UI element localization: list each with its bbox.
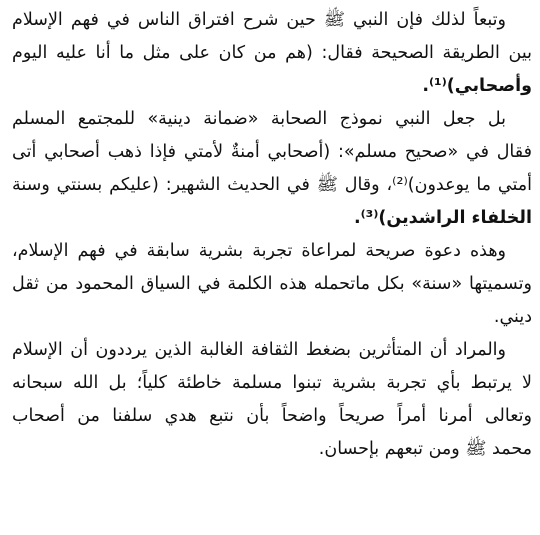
paragraph-2: [12, 103, 532, 235]
paragraph-4: [12, 334, 532, 466]
paragraph-3: [12, 235, 532, 334]
text-line: والمراد أن المتأثرين بضغط الثقافة الغالبة الذين يرددون أن الإسلام: [12, 340, 506, 360]
text-line: بين الطريقة الصحيحة فقال: (هم من كان على مثل ما أنا عليه اليوم: [12, 43, 532, 63]
text-line: لا يرتبط بأي تجربة بشرية تبنوا مسلمة خاطئة كلياً؛ بل الله سبحانه: [12, 373, 532, 393]
text-line: وتعالى أمرنا أمراً صريحاً واضحاً بأن نتبع هدي سلفنا من أصحاب: [12, 406, 532, 426]
text-line: الخلفاء الراشدين)⁽³⁾.: [353, 208, 532, 228]
text-line: وهذه دعوة صريحة لمراعاة تجربة بشرية سابقة في فهم الإسلام،: [12, 241, 506, 261]
text-line: وأصحابي)⁽¹⁾.: [422, 76, 532, 96]
text-line: بل جعل النبي نموذج الصحابة «ضمانة دينية» للمجتمع المسلم: [12, 109, 506, 129]
text-line: وتبعاً لذلك فإن النبي ﷺ حين شرح افتراق الناس في فهم الإسلام: [12, 10, 506, 30]
text-line: محمد ﷺ ومن تبعهم بإحسان.: [318, 439, 532, 459]
text-line: ديني.: [493, 307, 532, 327]
text-line: فقال في «صحيح مسلم»: (أصحابي أمنةٌ لأمتي فإذا ذهب أصحابي أتى: [12, 142, 532, 162]
text-line: أمتي ما يوعدون)⁽²⁾، وقال ﷺ في الحديث الشهير: (عليكم بسنتي وسنة: [12, 175, 532, 195]
paragraph-1: [12, 4, 532, 103]
text-line: وتسميتها «سنة» بكل ماتحمله هذه الكلمة في السياق المحمود من ثقل: [12, 274, 532, 294]
